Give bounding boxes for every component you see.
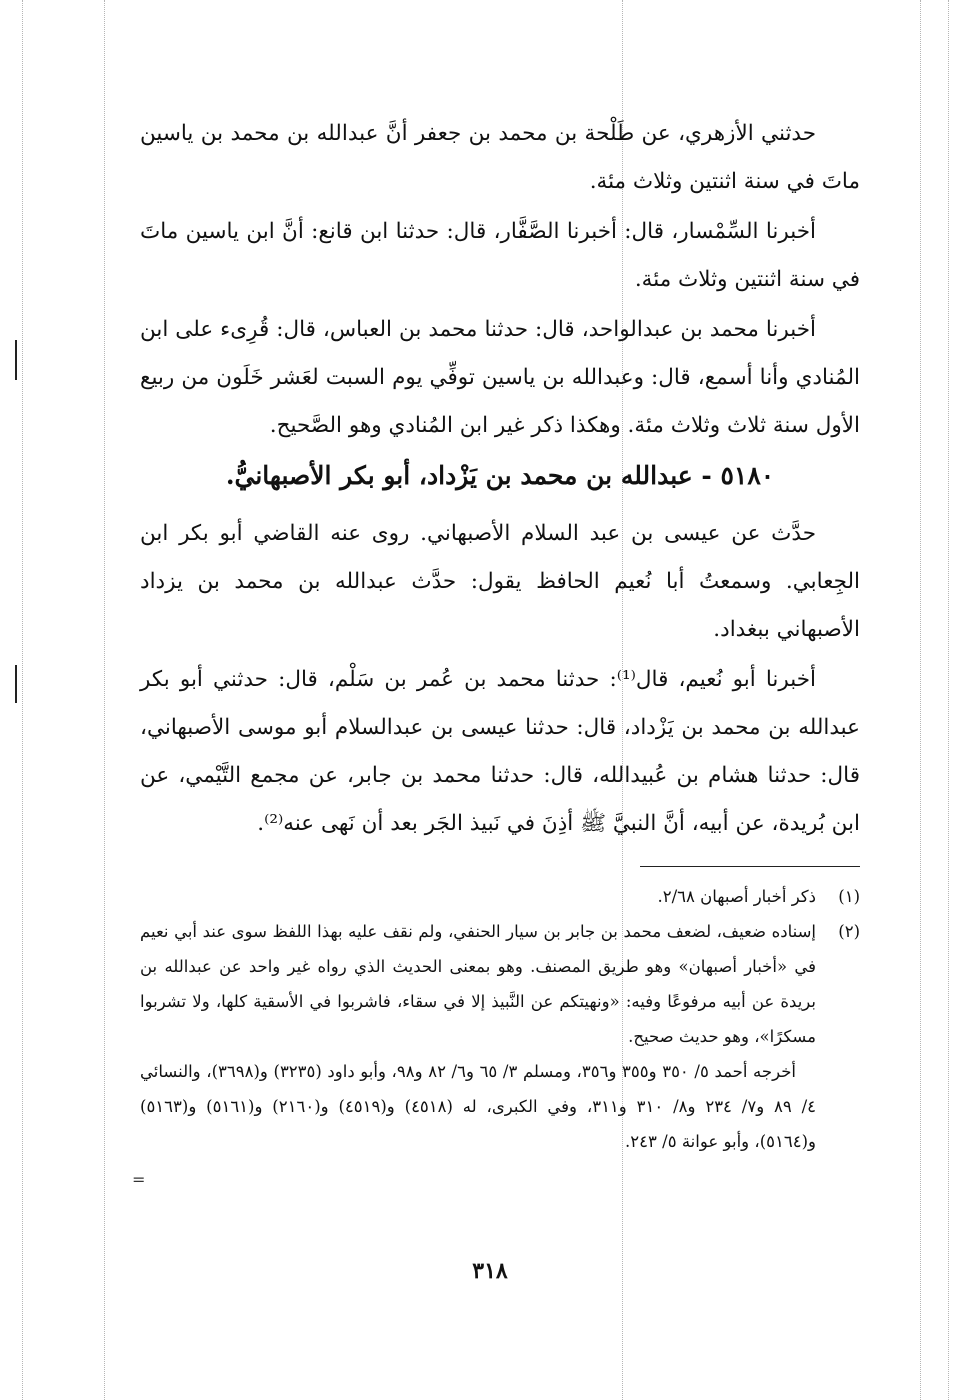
right-dotted-guide — [920, 0, 921, 1400]
entry-heading: ٥١٨٠ - عبدالله بن محمد بن يَزْداد، أبو بكر الأصبهانيُّ. — [225, 461, 775, 490]
right-dotted-guide-2 — [948, 0, 949, 1400]
footnote-1 — [140, 879, 860, 914]
paragraph-4: حدَّث عن عيسى بن عبد السلام الأصبهاني. روى عنه القاضي أبو بكر ابن الجِعابي. وسمعتُ أبا نُعيم الحافظ يقول: حدَّث عبدالله بن محمد بن يزداد الأصبهاني ببغداد. — [140, 521, 860, 642]
footnote-divider — [640, 866, 860, 867]
paragraph-1: حدثني الأزهري، عن طَلْحة بن محمد بن جعفر أنَّ عبدالله بن محمد بن ياسين ماتَ في سنة اثنتين وثلاث مئة. — [140, 121, 860, 194]
left-dotted-guide — [22, 0, 23, 1400]
paragraph-3: أخبرنا محمد بن عبدالواحد، قال: حدثنا محمد بن العباس، قال: قُرِىء على ابن المُنادي وأنا أسمع، قال: وعبدالله بن ياسين توفِّي يوم السبت لعَشر خَلَون من ربيع الأول سنة ثلاث وثلاث مئة. وهكذا ذكر غير ابن المُنادي وهو الصَّحيح. — [140, 317, 860, 438]
page-number: ٣١٨ — [472, 1258, 508, 1284]
margin-mark-top — [15, 340, 17, 380]
footnote-number: (٢) — [838, 922, 860, 941]
margin-equals-mark: = — [132, 1170, 146, 1189]
margin-mark-bottom — [15, 665, 17, 703]
footnote-text: ذكر أخبار أصبهان ٢/٦٨. — [657, 887, 816, 906]
footnote-2-continuation: أخرجه أحمد ٥/ ٣٥٠ و٣٥٥ و٣٥٦، ومسلم ٣/ ٦٥ و٦/ ٨٢ و٩٨، وأبو داود (٣٢٣٥) و(٣٦٩٨)، والنسائي ٤/ ٨٩ و٧/ ٢٣٤ و٨/ ٣١٠ و٣١١، وفي الكبرى، له (٤٥١٨) و(٤٥١٩) و(٢١٦٠) و(٥١٦١) و(٥١٦٣) و(٥١٦٤)، وأبو عوانة ٥/ ٢٤٣. — [140, 1062, 817, 1151]
footnote-text: إسناده ضعيف، لضعف محمد بن جابر بن سيار الحنفي، ولم نقف عليه بهذا اللفظ سوى عند أبي نعيم في «أخبار أصبهان» وهو طريق المصنف. وهو بمعنى الحديث الذي رواه غير واحد عن عبدالله بن بريدة عن أبيه مرفوعًا وفيه: «ونهيتكم عن النَّبيذ إلا في سقاء، فاشربوا في الأسقية كلها، ولا تشربوا مسكرًا»، وهو حديث صحيح. — [140, 922, 816, 1046]
paragraph-5: أخبرنا أبو نُعيم، قال⁽¹⁾: حدثنا محمد بن عُمر بن سَلْم، قال: حدثني أبو بكر عبدالله بن محمد بن يَزْداد، قال: حدثنا عيسى بن عبدالسلام أبو موسى الأصبهاني، قال: حدثنا هشام بن عُبيدالله، قال: حدثنا محمد بن جابر، عن مجمع التَّيْمي، عن ابن بُريدة، عن أبيه، أنَّ النبيَّ ﷺ أذِنَ في نَبيذ الجَر بعد أن نَهى عنه⁽²⁾. — [140, 667, 860, 836]
footnote-number: (١) — [838, 887, 860, 906]
document-body — [140, 110, 860, 1159]
paragraph-2: أخبرنا السِّمْسار، قال: أخبرنا الصَّفَّار، قال: حدثنا ابن قانع: أنَّ ابن ياسين ماتَ في سنة اثنتين وثلاث مئة. — [140, 219, 860, 292]
left-dotted-guide-2 — [104, 0, 105, 1400]
footnote-2 — [140, 914, 860, 1054]
